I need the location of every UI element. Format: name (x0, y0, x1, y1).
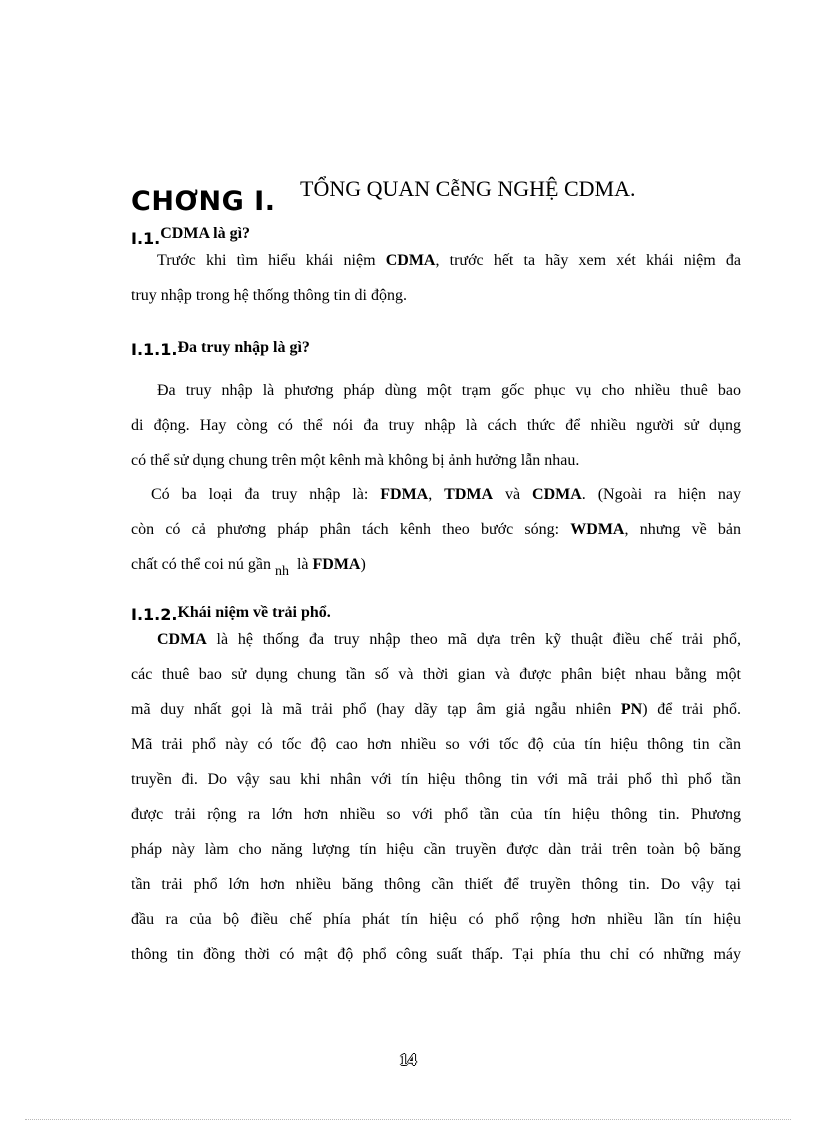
paragraph-line: còn có cả phương pháp phân tách kênh theo bước sóng: WDMA, nhưng về bản (131, 521, 741, 538)
chapter-label: CHƠNG I. (131, 186, 276, 217)
paragraph-line: được trải rộng ra lớn hơn nhiều so với phổ tần của tín hiệu thông tin. Phương (131, 806, 741, 823)
paragraph-line: tần trải phổ lớn hơn nhiều băng thông cần thiết để truyền thông tin. Do vậy tại (131, 876, 741, 893)
paragraph-line: truyền đi. Do vậy sau khi nhân với tín hiệu thông tin với mã trải phổ thì phổ tần (131, 771, 741, 788)
paragraph-line: mã duy nhất gọi là mã trải phổ (hay dãy tạp âm giả ngẫu nhiên PN) để trải phổ. (131, 701, 741, 718)
chapter-title: TỔNG QUAN CễNG NGHỆ CDMA. (300, 176, 636, 201)
section-title: CDMA là gì? (160, 225, 251, 242)
section-title: Khái niệm về trải phổ. (177, 604, 331, 621)
section-heading (131, 605, 331, 625)
paragraph-line: Đa truy nhập là phương pháp dùng một trạm gốc phục vụ cho nhiều thuê bao (157, 382, 741, 399)
paragraph-line: thông tin đồng thời có mật độ phổ công suất thấp. Tại phía thu chỉ có những máy (131, 946, 741, 963)
section-title: Đa truy nhập là gì? (177, 339, 310, 356)
paragraph-line: pháp này làm cho năng lượng tín hiệu cần truyền được dàn trải trên toàn bộ băng (131, 841, 741, 858)
paragraph-line: Mã trải phổ này có tốc độ cao hơn nhiều so với tốc độ của tín hiệu thông tin cần (131, 736, 741, 753)
paragraph-line: Trước khi tìm hiểu khái niệm CDMA, trước hết ta hãy xem xét khái niệm đa (157, 252, 742, 269)
section-number: I.1.2. (131, 605, 178, 624)
section-heading (131, 340, 310, 360)
paragraph-line: chất có thể coi nú gần nh là FDMA) (131, 556, 366, 579)
footer-divider (25, 1119, 791, 1120)
paragraph-line: truy nhập trong hệ thống thông tin di động. (131, 287, 407, 304)
paragraph-line: Có ba loại đa truy nhập là: FDMA, TDMA và CDMA. (Ngoài ra hiện nay (151, 486, 742, 503)
section-heading (131, 225, 251, 249)
section-number: I.1. (131, 229, 161, 248)
paragraph-line: có thể sử dụng chung trên một kênh mà không bị ảnh hưởng lẫn nhau. (131, 452, 580, 469)
section-number: I.1.1. (131, 340, 178, 359)
page-number: 14 (399, 1050, 417, 1069)
paragraph-line: di động. Hay còng có thể nói đa truy nhập là cách thức để nhiều người sử dụng (131, 417, 741, 434)
paragraph-line: các thuê bao sử dụng chung tần số và thời gian và được phân biệt nhau bằng một (131, 666, 741, 683)
paragraph-line: CDMA là hệ thống đa truy nhập theo mã dựa trên kỹ thuật điều chế trải phổ, (157, 631, 741, 648)
paragraph-line: đầu ra của bộ điều chế phía phát tín hiệu có phổ rộng hơn nhiều lần tín hiệu (131, 911, 741, 928)
